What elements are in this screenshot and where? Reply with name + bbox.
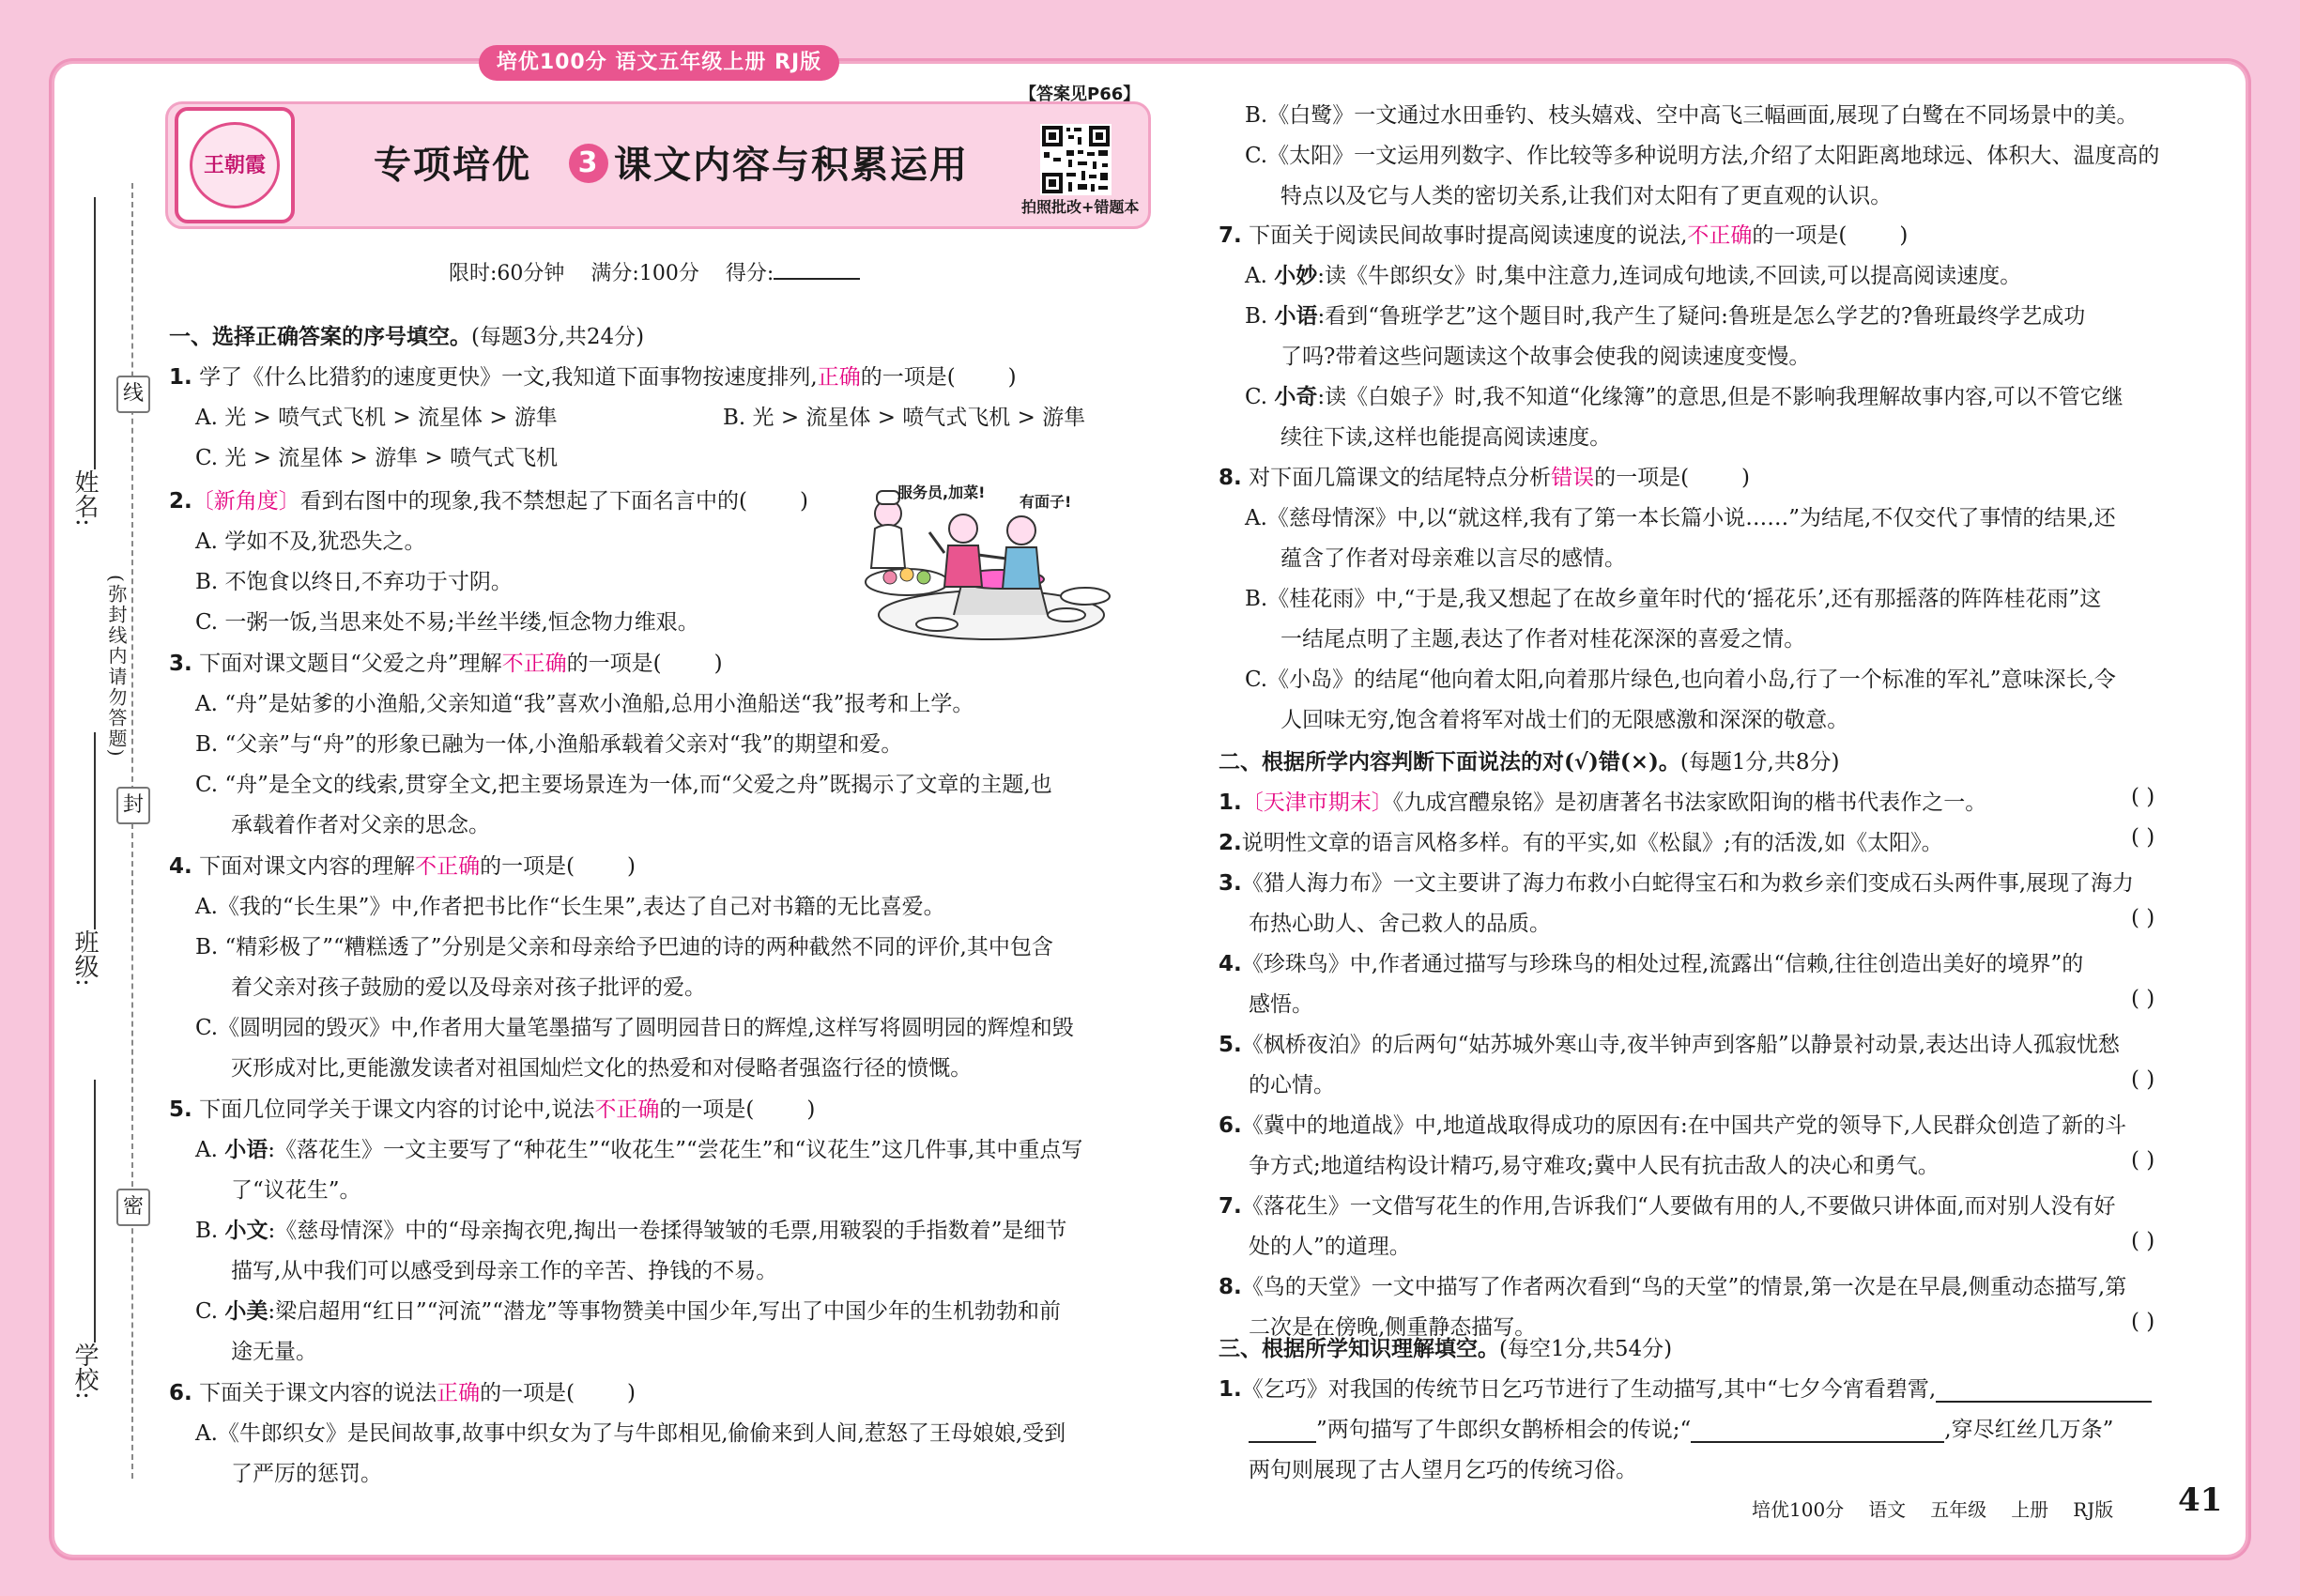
q6-option-a-cont: 了严厉的惩罚。 bbox=[231, 1462, 382, 1486]
q2-option-b[interactable]: B. 不饱食以终日,不弃功于寸阴。 bbox=[195, 570, 513, 594]
page-footer bbox=[1752, 1495, 2138, 1522]
class-label: 班级: bbox=[70, 929, 99, 987]
tf-item-8-cont: 二次是在傍晚,侧重静态描写。 bbox=[1249, 1315, 1537, 1340]
q2-speech-bubble-1: 服务员,加菜! bbox=[897, 483, 986, 501]
q6-option-c-cont: 特点以及它与人类的密切关系,让我们对太阳有了更直观的认识。 bbox=[1280, 184, 1893, 208]
s3-q1-line1: 1.《乞巧》对我国的传统节日乞巧节进行了生动描写,其中“七夕今宵看碧霄, bbox=[1219, 1372, 2152, 1403]
q6-option-b[interactable]: B.《白鹭》一文通过水田垂钓、枝头嬉戏、空中高飞三幅画面,展现了白鹭在不同场景中的美。 bbox=[1245, 103, 2139, 128]
q5-option-c[interactable]: C. 小美:梁启超用“红日”“河流”“潜龙”等事物赞美中国少年,写出了中国少年的生机勃勃和前 bbox=[195, 1299, 1062, 1324]
footer-grade: 五年级 bbox=[1930, 1498, 1987, 1521]
q4-option-c[interactable]: C.《圆明园的毁灭》中,作者用大量笔墨描写了圆明园昔日的辉煌,这样写将圆明园的辉煌和毁 bbox=[195, 1016, 1074, 1040]
q3-option-c[interactable]: C. “舟”是全文的线索,贯穿全文,把主要场景连为一体,而“父爱之舟”既揭示了文章的主题,也 bbox=[195, 773, 1052, 797]
q5-option-a-cont: 了“议花生”。 bbox=[231, 1178, 361, 1203]
test-meta bbox=[449, 257, 886, 286]
tf-item-5-cont: 的心情。 bbox=[1249, 1073, 1335, 1097]
q8-option-c-cont: 人回味无穷,饱含着将军对战士们的无限感激和深深的敬意。 bbox=[1280, 708, 1849, 732]
section3-title: 三、根据所学知识理解填空。(每空1分,共54分) bbox=[1219, 1336, 1673, 1361]
tf-item-1: 1.〔天津市期末〕《九成宫醴泉铭》是初唐著名书法家欧阳询的楷书代表作之一。 bbox=[1219, 790, 1987, 815]
tf-item-7: 7.《落花生》一文借写花生的作用,告诉我们“人要做有用的人,不要做只讲体面,而对别人没有好 bbox=[1219, 1194, 2116, 1219]
q6-option-c[interactable]: C.《太阳》一文运用列数字、作比较等多种说明方法,介绍了太阳距离地球远、体积大、温度高的 bbox=[1245, 144, 2160, 168]
class-blank[interactable] bbox=[94, 732, 96, 929]
footer-edition: RJ版 bbox=[2073, 1498, 2114, 1521]
q2-option-c[interactable]: C. 一粥一饭,当思来处不易;半丝半缕,恒念物力维艰。 bbox=[195, 610, 699, 635]
time-limit: 限时:60分钟 bbox=[449, 262, 565, 285]
pink-border-top bbox=[0, 0, 2300, 66]
q5-stem: 5. 下面几位同学关于课文内容的讨论中,说法不正确的一项是( ) bbox=[169, 1097, 816, 1122]
q7-option-b[interactable]: B. 小语:看到“鲁班学艺”这个题目时,我产生了疑问:鲁班是怎么学艺的?鲁班最终学艺成功 bbox=[1245, 304, 2086, 329]
school-blank[interactable] bbox=[94, 1080, 96, 1343]
pink-border-right bbox=[2244, 0, 2300, 1596]
name-blank[interactable] bbox=[94, 197, 96, 469]
s3-q1-blank1[interactable] bbox=[1936, 1380, 2152, 1403]
tf-item-7-cont: 处的人”的道理。 bbox=[1249, 1235, 1411, 1259]
book-title-band: 培优100分 语文五年级上册 RJ版 bbox=[479, 45, 839, 81]
q1-option-c[interactable]: C. 光 > 流星体 > 游隼 > 喷气式飞机 bbox=[195, 446, 559, 470]
tf-item-6: 6.《冀中的地道战》中,地道战取得成功的原因有:在中国共产党的领导下,人民群众创造了新的斗 bbox=[1219, 1113, 2127, 1138]
footer-subject: 语文 bbox=[1868, 1498, 1907, 1521]
tf-answer-paren-1[interactable]: ( ) bbox=[2131, 785, 2155, 809]
score-blank[interactable] bbox=[774, 261, 860, 280]
qr-caption: 拍照批改+错题本 bbox=[1021, 198, 1140, 216]
q2-speech-bubble-2: 有面子! bbox=[1020, 493, 1072, 511]
s3-q1-line3: 两句则展现了古人望月乞巧的传统习俗。 bbox=[1249, 1458, 1637, 1482]
tf-answer-paren-2[interactable]: ( ) bbox=[2131, 825, 2155, 850]
logo-emblem: 王朝霞 bbox=[190, 122, 280, 208]
answer-reference: 【答案见P66】 bbox=[1020, 84, 1141, 104]
section1-title: 一、选择正确答案的序号填空。(每题3分,共24分) bbox=[169, 324, 645, 349]
tf-answer-paren-6[interactable]: ( ) bbox=[2131, 1148, 2155, 1173]
q1-option-a[interactable]: A. 光 > 喷气式飞机 > 流星体 > 游隼 bbox=[195, 406, 558, 430]
q2-stem: 2.〔新角度〕看到右图中的现象,我不禁想起了下面名言中的( ) bbox=[169, 489, 809, 514]
title-number-badge: 3 bbox=[569, 144, 608, 183]
q5-option-b[interactable]: B. 小文:《慈母情深》中的“母亲掏衣兜,掏出一卷揉得皱皱的毛票,用皲裂的手指数着”是细节 bbox=[195, 1219, 1067, 1243]
seal-word-mi: 密 bbox=[116, 1189, 150, 1226]
s3-q1-line2: ”两句描写了牛郎织女鹊桥相会的传说;“ ,穿尽红丝几万条” bbox=[1249, 1412, 2113, 1443]
name-label: 姓名: bbox=[70, 469, 99, 527]
tf-answer-paren-5[interactable]: ( ) bbox=[2131, 1067, 2155, 1092]
tf-item-3: 3.《猎人海力布》一文主要讲了海力布救小白蛇得宝石和为救乡亲们变成石头两件事,展现了海力 bbox=[1219, 871, 2135, 896]
q3-option-a[interactable]: A. “舟”是姑爹的小渔船,父亲知道“我”喜欢小渔船,总用小渔船送“我”报考和上学。 bbox=[195, 692, 974, 716]
page-title bbox=[374, 135, 969, 189]
tf-item-3-cont: 布热心助人、舍己救人的品质。 bbox=[1249, 912, 1551, 936]
q2-illustration bbox=[851, 474, 1132, 648]
q7-stem: 7. 下面关于阅读民间故事时提高阅读速度的说法,不正确的一项是( ) bbox=[1219, 223, 1909, 248]
title-text: 课文内容与积累运用 bbox=[614, 144, 969, 187]
qr-code-icon[interactable] bbox=[1040, 124, 1112, 195]
q4-option-b-cont: 着父亲对孩子鼓励的爱以及母亲对孩子批评的爱。 bbox=[231, 975, 706, 1000]
q4-option-a[interactable]: A.《我的“长生果”》中,作者把书比作“长生果”,表达了自己对书籍的无比喜爱。 bbox=[195, 895, 945, 919]
q4-option-b[interactable]: B. “精彩极了”“糟糕透了”分别是父亲和母亲给予巴迪的诗的两种截然不同的评价,其中包含 bbox=[195, 935, 1053, 959]
q5-option-a[interactable]: A. 小语:《落花生》一文主要写了“种花生”“收花生”“尝花生”和“议花生”这几件事,其中重点写 bbox=[195, 1138, 1083, 1162]
score-label: 得分: bbox=[725, 262, 774, 285]
q4-option-c-cont: 灭形成对比,更能激发读者对祖国灿烂文化的热爱和对侵略者强盗行径的愤慨。 bbox=[231, 1056, 973, 1081]
tf-item-6-cont: 争方式;地道结构设计精巧,易守难攻;冀中人民有抗击敌人的决心和勇气。 bbox=[1249, 1154, 1940, 1178]
q8-option-c[interactable]: C.《小岛》的结尾“他向着太阳,向着那片绿色,也向着小岛,行了一个标准的军礼”意味深长,令 bbox=[1245, 668, 2116, 692]
q7-option-c-cont: 续往下读,这样也能提高阅读速度。 bbox=[1280, 425, 1612, 450]
tf-answer-paren-4[interactable]: ( ) bbox=[2131, 987, 2155, 1011]
s3-q1-blank1-cont[interactable] bbox=[1249, 1420, 1316, 1443]
seal-word-xian: 线 bbox=[116, 376, 150, 413]
q8-option-a-cont: 蕴含了作者对母亲难以言尽的感情。 bbox=[1280, 546, 1626, 571]
tf-answer-paren-8[interactable]: ( ) bbox=[2131, 1310, 2155, 1334]
tf-answer-paren-7[interactable]: ( ) bbox=[2131, 1229, 2155, 1253]
q3-stem: 3. 下面对课文题目“父爱之舟”理解不正确的一项是( ) bbox=[169, 652, 723, 676]
q7-option-b-cont: 了吗?带着这些问题读这个故事会使我的阅读速度变慢。 bbox=[1280, 345, 1811, 369]
tf-item-4-cont: 感悟。 bbox=[1249, 992, 1313, 1017]
footer-brand: 培优100分 bbox=[1752, 1498, 1845, 1521]
seal-note: (弥封线内请勿答题) bbox=[105, 575, 128, 759]
q1-option-b[interactable]: B. 光 > 流星体 > 喷气式飞机 > 游隼 bbox=[723, 406, 1086, 430]
tf-item-4: 4.《珍珠鸟》中,作者通过描写与珍珠鸟的相处过程,流露出“信赖,往往创造出美好的境界”的 bbox=[1219, 952, 2084, 976]
q3-option-c-cont: 承载着作者对父亲的思念。 bbox=[231, 813, 490, 837]
seal-word-feng: 封 bbox=[116, 787, 150, 824]
publisher-logo bbox=[175, 107, 295, 223]
title-prefix: 专项培优 bbox=[374, 144, 531, 187]
q8-option-b-cont: 一结尾点明了主题,表达了作者对桂花深深的喜爱之情。 bbox=[1280, 627, 1806, 652]
tf-answer-paren-3[interactable]: ( ) bbox=[2131, 906, 2155, 930]
q7-option-a[interactable]: A. 小妙:读《牛郎织女》时,集中注意力,连词成句地读,不回读,可以提高阅读速度。 bbox=[1245, 264, 2022, 288]
tf-item-5: 5.《枫桥夜泊》的后两句“姑苏城外寒山寺,夜半钟声到客船”以静景衬动景,表达出诗人孤寂忧愁 bbox=[1219, 1033, 2120, 1057]
q1-stem: 1. 学了《什么比猎豹的速度更快》一文,我知道下面事物按速度排列,正确的一项是( ) bbox=[169, 365, 1017, 390]
tf-item-8: 8.《鸟的天堂》一文中描写了作者两次看到“鸟的天堂”的情景,第一次是在早晨,侧重动态描写,第 bbox=[1219, 1275, 2127, 1299]
q5-option-b-cont: 描写,从中我们可以感受到母亲工作的辛苦、挣钱的不易。 bbox=[231, 1259, 778, 1283]
full-score: 满分:100分 bbox=[590, 262, 699, 285]
q3-option-b[interactable]: B. “父亲”与“舟”的形象已融为一体,小渔船承载着父亲对“我”的期望和爱。 bbox=[195, 732, 903, 757]
q4-stem: 4. 下面对课文内容的理解不正确的一项是( ) bbox=[169, 854, 636, 879]
q2-option-a[interactable]: A. 学如不及,犹恐失之。 bbox=[195, 529, 426, 554]
q6-option-a[interactable]: A.《牛郎织女》是民间故事,故事中织女为了与牛郎相见,偷偷来到人间,惹怒了王母娘娘,受到 bbox=[195, 1421, 1066, 1446]
q5-option-c-cont: 途无量。 bbox=[231, 1340, 317, 1364]
q8-stem: 8. 对下面几篇课文的结尾特点分析错误的一项是( ) bbox=[1219, 466, 1751, 490]
section2-title: 二、根据所学内容判断下面说法的对(√)错(×)。(每题1分,共8分) bbox=[1219, 749, 1840, 775]
q6-stem: 6. 下面关于课文内容的说法正确的一项是( ) bbox=[169, 1381, 636, 1405]
s3-q1-blank2[interactable] bbox=[1691, 1420, 1944, 1443]
footer-term: 上册 bbox=[2011, 1498, 2049, 1521]
page-number: 41 bbox=[2178, 1481, 2223, 1519]
q7-option-c[interactable]: C. 小奇:读《白娘子》时,我不知道“化缘簿”的意思,但是不影响我理解故事内容,可以不管它继 bbox=[1245, 385, 2124, 409]
tf-item-2: 2.说明性文章的语言风格多样。有的平实,如《松鼠》;有的活泼,如《太阳》。 bbox=[1219, 831, 1943, 855]
school-label: 学校: bbox=[70, 1343, 99, 1400]
q8-option-b[interactable]: B.《桂花雨》中,“于是,我又想起了在故乡童年时代的‘摇花乐’,还有那摇落的阵阵桂花雨”这 bbox=[1245, 587, 2102, 611]
q8-option-a[interactable]: A.《慈母情深》中,以“就这样,我有了第一本长篇小说……”为结尾,不仅交代了事情的结果,还 bbox=[1245, 506, 2116, 530]
